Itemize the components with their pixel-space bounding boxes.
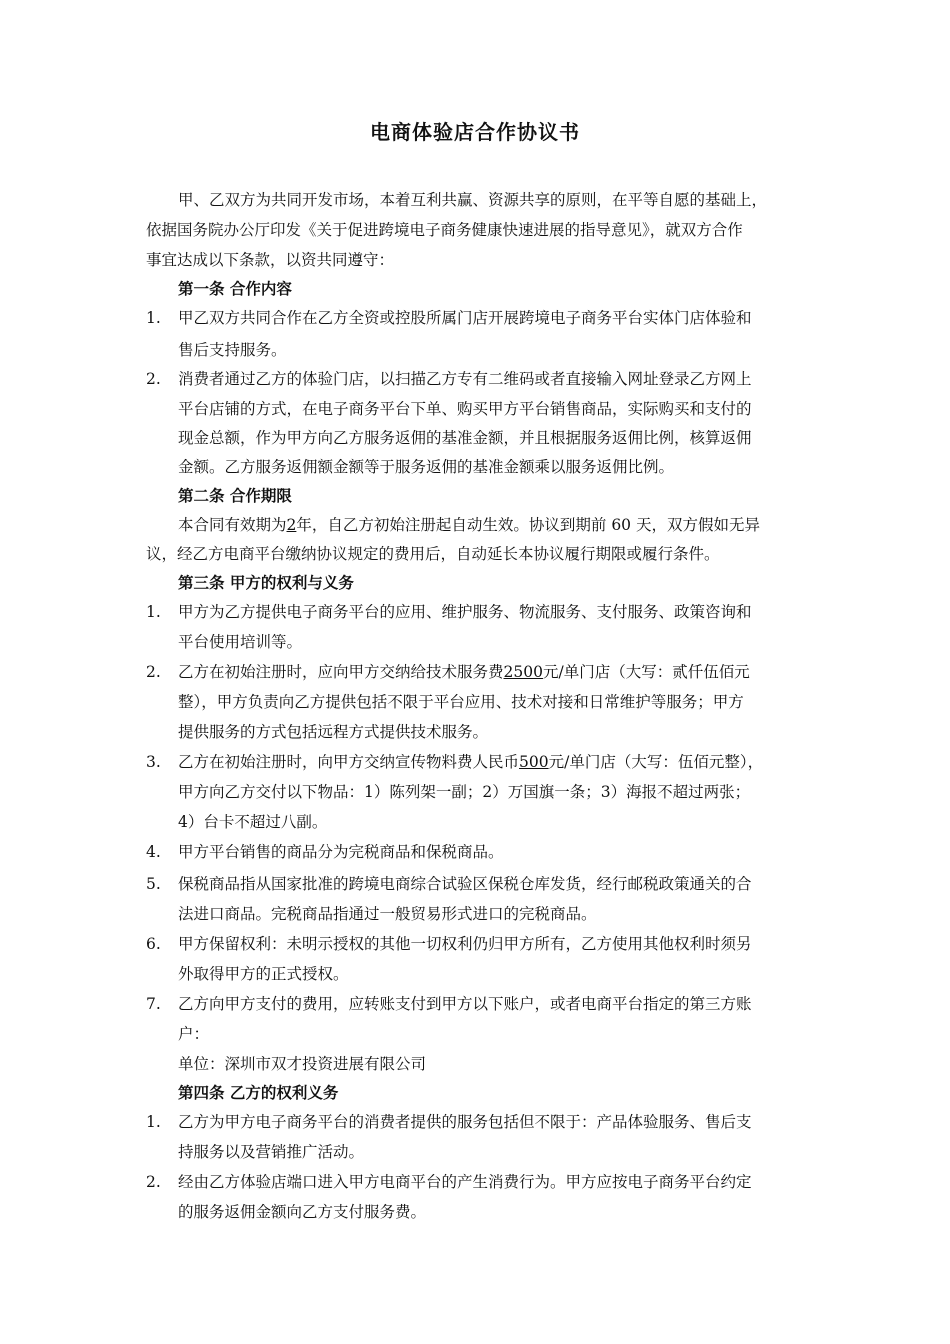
intro-line-2: 依据国务院办公厅印发《关于促进跨境电子商务健康快速进展的指导意见》，就双方合作	[146, 221, 743, 239]
list-item-line: 外取得甲方的正式授权。	[178, 965, 349, 983]
list-number: 1.	[146, 603, 161, 621]
list-item-line: 甲方保留权利：未明示授权的其他一切权利仍归甲方所有，乙方使用其他权利时须另	[178, 935, 752, 953]
account-unit: 单位：深圳市双才投资进展有限公司	[178, 1055, 427, 1073]
list-item-line: 甲方平台销售的商品分为完税商品和保税商品。	[178, 843, 504, 861]
list-item-line: 持服务以及营销推广活动。	[178, 1143, 365, 1161]
contract-years: 2	[286, 516, 297, 534]
article-1-heading: 第一条 合作内容	[178, 279, 292, 298]
list-item-line: 4）台卡不超过八副。	[178, 813, 328, 831]
list-item-line: 乙方在初始注册时，向甲方交纳宣传物料费人民币500元/单门店（大写：伍佰元整），	[178, 753, 764, 771]
list-number: 1.	[146, 309, 161, 327]
list-number: 7.	[146, 995, 161, 1013]
list-number: 6.	[146, 935, 161, 953]
tech-fee: 2500	[503, 663, 543, 681]
list-item-line: 经由乙方体验店端口进入甲方电商平台的产生消费行为。甲方应按电子商务平台约定	[178, 1173, 752, 1191]
list-item-line: 平台使用培训等。	[178, 633, 303, 651]
list-item-line: 平台店铺的方式，在电子商务平台下单、购买甲方平台销售商品，实际购买和支付的	[178, 400, 752, 418]
list-item-line: 提供服务的方式包括远程方式提供技术服务。	[178, 723, 489, 741]
intro-line-3: 事宜达成以下条款，以资共同遵守：	[146, 251, 395, 269]
article-2-line-1: 本合同有效期为2年，自乙方初始注册起自动生效。协议到期前 60 天，双方假如无异	[178, 516, 760, 534]
material-fee: 500	[519, 753, 549, 771]
document-title: 电商体验店合作协议书	[370, 120, 580, 144]
list-item-line: 现金总额，作为甲方向乙方服务返佣的基准金额，并且根据服务返佣比例，核算返佣	[178, 429, 752, 447]
list-item-line: 售后支持服务。	[178, 341, 287, 359]
list-number: 4.	[146, 843, 161, 861]
list-number: 2.	[146, 663, 161, 681]
article-3-heading: 第三条 甲方的权利与义务	[178, 573, 354, 592]
list-item-line: 甲方为乙方提供电子商务平台的应用、维护服务、物流服务、支付服务、政策咨询和	[178, 603, 752, 621]
list-item-line: 甲乙双方共同合作在乙方全资或控股所属门店开展跨境电子商务平台实体门店体验和	[178, 309, 752, 327]
list-number: 1.	[146, 1113, 161, 1131]
article-4-heading: 第四条 乙方的权利义务	[178, 1083, 339, 1102]
list-item-line: 乙方在初始注册时，应向甲方交纳给技术服务费2500元/单门店（大写：贰仟伍佰元	[178, 663, 750, 681]
list-item-line: 户：	[178, 1025, 210, 1043]
list-number: 2.	[146, 1173, 161, 1191]
article-2-heading: 第二条 合作期限	[178, 486, 292, 505]
intro-line-1: 甲、乙双方为共同开发市场，本着互利共赢、资源共享的原则，在平等自愿的基础上，	[178, 191, 768, 209]
list-number: 3.	[146, 753, 161, 771]
list-item-line: 乙方为甲方电子商务平台的消费者提供的服务包括但不限于：产品体验服务、售后支	[178, 1113, 752, 1131]
list-item-line: 消费者通过乙方的体验门店，以扫描乙方专有二维码或者直接输入网址登录乙方网上	[178, 370, 752, 388]
list-item-line: 甲方向乙方交付以下物品：1）陈列架一副；2）万国旗一条；3）海报不超过两张；	[178, 783, 751, 801]
list-item-line: 的服务返佣金额向乙方支付服务费。	[178, 1203, 427, 1221]
list-item-line: 保税商品指从国家批准的跨境电商综合试验区保税仓库发货，经行邮税政策通关的合	[178, 875, 752, 893]
list-item-line: 乙方向甲方支付的费用，应转账支付到甲方以下账户，或者电商平台指定的第三方账	[178, 995, 752, 1013]
list-number: 5.	[146, 875, 161, 893]
list-item-line: 法进口商品。完税商品指通过一般贸易形式进口的完税商品。	[178, 905, 597, 923]
list-item-line: 金额。乙方服务返佣额金额等于服务返佣的基准金额乘以服务返佣比例。	[178, 458, 675, 476]
list-number: 2.	[146, 370, 161, 388]
article-2-line-2: 议，经乙方电商平台缴纳协议规定的费用后，自动延长本协议履行期限或履行条件。	[146, 545, 720, 563]
list-item-line: 整），甲方负责向乙方提供包括不限于平台应用、技术对接和日常维护等服务；甲方	[178, 693, 744, 711]
